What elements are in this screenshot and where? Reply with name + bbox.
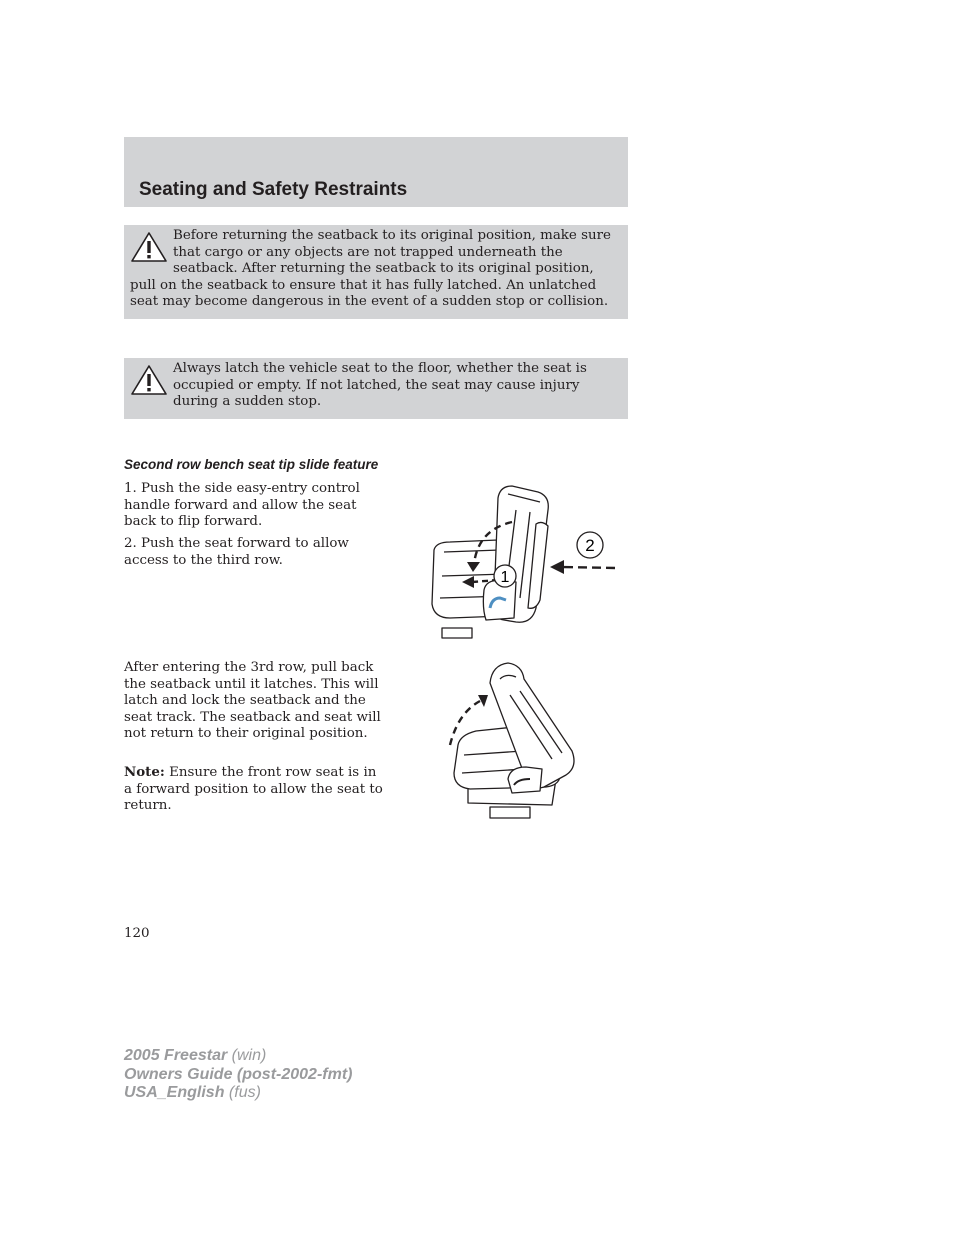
seat-tip-slide-illustration (420, 480, 620, 645)
return-seatback-text: After entering the 3rd row, pull back the seatback until it latches. This will latch and lock the seatback and the seat track. The seatback and seat will not return to their original position. (124, 660, 381, 741)
warning-text: Always latch the vehicle seat to the floor, whether the seat is occupied or empty. If not latched, the seat may cause injury during a sudden stop. (173, 361, 587, 409)
section-header-bar (124, 137, 628, 207)
warning-text: Before returning the seatback to its original position, make sure that cargo or any objects are not trapped underneath the seatback. After returning the seatback to its original position, pull on the seatback to ensure that it has fully latched. An unlatched seat may become dangerous in the event of a sudden stop or collision. (130, 228, 611, 309)
footer-line-2: Owners Guide (post-2002-fmt) (124, 1065, 353, 1083)
footer-line-1 (124, 1047, 352, 1066)
note-label: Note: (124, 764, 165, 780)
warning-triangle-icon (130, 364, 168, 396)
warning-box-latch (124, 358, 628, 419)
page-number: 120 (124, 926, 150, 941)
footer-model-code: (win) (227, 1047, 267, 1064)
footer-model: 2005 Freestar (124, 1047, 228, 1064)
section-header-title: Seating and Safety Restraints (139, 179, 408, 200)
footer-line-3 (124, 1084, 352, 1103)
document-footer (124, 1047, 352, 1103)
note-paragraph (124, 764, 386, 815)
warning-box-seatback (124, 225, 628, 319)
footer-language-code: (fus) (224, 1084, 261, 1101)
callout-2-label: 2 (585, 536, 595, 555)
footer-language: USA_English (124, 1084, 225, 1101)
step-1-text: 1. Push the side easy-entry control handle forward and allow the seat back to flip forward. (124, 481, 360, 529)
note-text: Ensure the front row seat is in a forward position to allow the seat to return. (124, 765, 383, 813)
warning-triangle-icon (130, 231, 168, 263)
subsection-title: Second row bench seat tip slide feature (124, 457, 379, 472)
step-2-text: 2. Push the seat forward to allow access to the third row. (124, 536, 349, 568)
seatback-return-illustration (440, 655, 580, 825)
callout-1-label: 1 (500, 569, 510, 586)
